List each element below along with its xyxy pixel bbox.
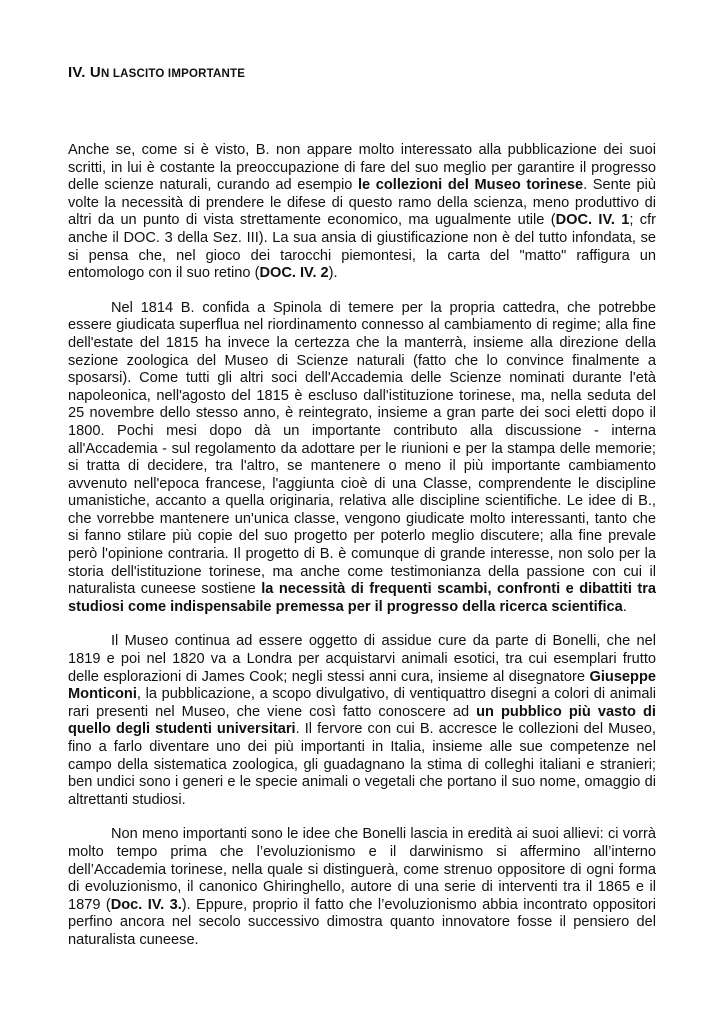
heading-cap: IV. U xyxy=(68,64,101,81)
text-run: Anche se, come si è visto, B. non appare molto interessato alla pubblicazione dei suoi scritti, in lui è costante la preoccupazione di fare del suo meglio per garantire il progresso delle scienze naturali, curando ad esempio xyxy=(68,142,656,194)
text-run: . Il fervore con cui B. accresce le collezioni del Museo, fino a farlo diventare uno dei più importanti in Italia, insieme alle sue competenze nel campo della sistematica zoologica, gli guadagnano la stima di colleghi italiani e stranieri; ben undici sono i generi e le specie animali o vegetali che portano il suo nome, omaggio di altrettanti studiosi. xyxy=(68,721,656,808)
text-run: . xyxy=(622,598,627,615)
paragraph-3 xyxy=(68,633,656,809)
paragraph-1 xyxy=(68,142,656,283)
bold-text: Doc. IV. 3. xyxy=(110,896,182,913)
text-run: Il Museo continua ad essere oggetto di assidue cure da parte di Bonelli, che nel 1819 e poi nel 1820 va a Londra per acquistarvi animali esotici, tra cui esemplari frutto delle esplorazioni di James Cook; negli stessi anni cura, insieme al disegnatore xyxy=(68,633,656,685)
bold-text: Giuseppe Monticoni xyxy=(68,668,656,703)
text-run: Nel 1814 B. confida a Spinola di temere per la propria cattedra, che potrebbe essere giudicata superflua nel riordinamento connesso al cambiamento di regime; alla fine dell'estate del 1815 ha invece la certezza che la manterrà, insieme alla direzione della sezione zoologica del Museo di Scienze naturali (fatto che lo convince finalmente a sposarsi). Come tutti gli altri soci dell'Accademia delle Scienze nominati durante l'età napoleonica, nell'agosto del 1815 è escluso dall'istituzione torinese, ma, nella seduta del 25 novembre dello stesso anno, è reintegrato, insieme a gran parte dei soci eletti dopo il 1800. Pochi mesi dopo dà un importante contributo alla discussione - interna all'Accademia - sul regolamento da adottare per le riunioni e per la stampa delle memorie; si tratta di decidere, tra l'altro, se mantenere o meno il più importante cambiamento avvenuto nell'epoca francese, l'aggiunta cioè di una Classe, comprendente le discipline umanistiche, accanto a quella originaria, relativa alle discipline scientifiche. Le idee di B., che vorrebbe mantenere un'unica classe, vengono giudicate molto interessanti, tanto che si fanno stilare più copie del suo progetto per poterlo meglio discutere; alla fine prevale però l'opinione contraria. Il progetto di B. è comunque di grande interesse, non solo per la storia dell'istituzione torinese, ma anche come testimonianza della passione con cui il naturalista cuneese sostiene xyxy=(68,299,656,598)
text-run: , la pubblicazione, a scopo divulgativo, di ventiquattro disegni a colori di animali rari presenti nel Museo, che viene così fatto conoscere ad xyxy=(68,686,656,720)
bold-text: DOC. IV. 2 xyxy=(259,265,329,282)
bold-text: le collezioni del Museo torinese xyxy=(357,177,584,194)
text-run: Non meno importanti sono le idee che Bonelli lascia in eredità ai suoi allievi: ci vorrà molto tempo prima che l’evoluzionismo e il darwinismo si affermino all’interno dell’Accademia torinese, nella quale si distinguerà, come strenuo oppositore di ogni forma di evoluzionismo, il canonico Ghiringhello, autore di una serie di interventi tra il 1865 e il 1879 ( xyxy=(68,826,656,913)
section-heading xyxy=(68,64,656,81)
document-page xyxy=(68,64,656,950)
text-run: ). xyxy=(328,265,338,282)
text-run: ; cfr anche il DOC. 3 della Sez. III). La sua ansia di giustificazione non è del tutto infondata, se si pensa che, nel gioco dei tarocchi piemontesi, la carta del "matto" raffigura un entomologo con il suo retino ( xyxy=(68,212,656,282)
heading-smallcaps: N LASCITO IMPORTANTE xyxy=(100,68,246,80)
text-run: . Sente più volte la necessità di prendere le difese di questo ramo della scienza, meno produttivo di altri da un punto di vista strettamente economico, ma ugualmente utile ( xyxy=(68,177,656,229)
paragraph-2 xyxy=(68,300,656,617)
text-run: ). Eppure, proprio il fatto che l’evoluzionismo abbia incontrato oppositori perfino ancora nel secolo successivo dimostra quanto innovatore fosse il pensiero del naturalista cuneese. xyxy=(68,896,656,948)
bold-text: un pubblico più vasto di quello degli studenti universitari xyxy=(68,703,656,738)
bold-text: la necessità di frequenti scambi, confronti e dibattiti tra studiosi come indispensabile premessa per il progresso della ricerca scientifica xyxy=(68,581,656,615)
bold-text: DOC. IV. 1 xyxy=(555,212,630,229)
paragraph-4 xyxy=(68,826,656,949)
